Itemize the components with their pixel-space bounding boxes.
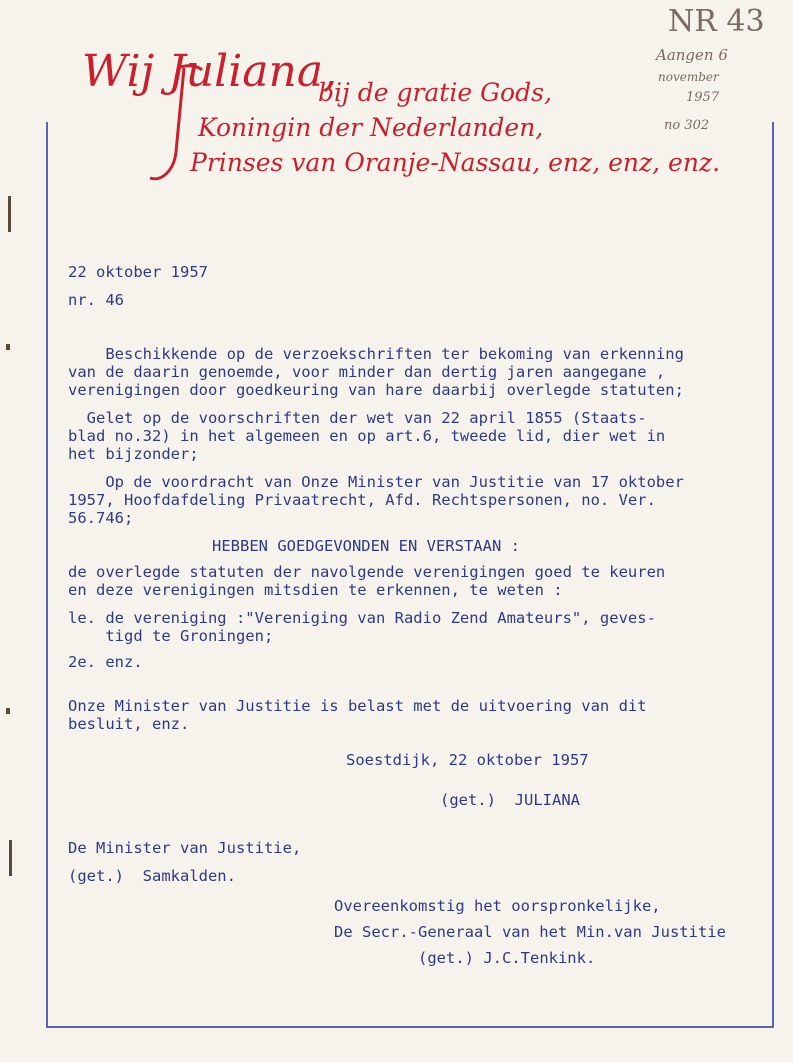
binder-mark: [8, 196, 11, 232]
decree-heading: HEBBEN GOEDGEVONDEN EN VERSTAAN :: [212, 537, 520, 555]
paragraph-line: blad no.32) in het algemeen en op art.6, tweede lid, dier wet in: [68, 427, 666, 445]
paragraph-line: en deze verenigingen mitsdien te erkennen, te weten :: [68, 581, 563, 599]
paragraph-line: de overlegde statuten der navolgende verenigingen goed te keuren: [68, 563, 666, 581]
minister-title: De Minister van Justitie,: [68, 839, 302, 857]
paragraph-line: besluit, enz.: [68, 715, 190, 733]
secretary-general-signature: (get.) J.C.Tenkink.: [418, 949, 596, 967]
paragraph-line: Beschikkende op de verzoekschriften ter bekoming van erkenning: [68, 345, 684, 363]
paragraph-line: Onze Minister van Justitie is belast met de uitvoering van dit: [68, 697, 647, 715]
decree-number: nr. 46: [68, 291, 124, 309]
royal-title-queen: Koningin der Nederlanden,: [198, 113, 544, 142]
paragraph-line: 56.746;: [68, 509, 134, 527]
list-item-line: 2e. enz.: [68, 653, 143, 671]
archive-note-4: no 302: [664, 118, 710, 133]
list-item-line: le. de vereniging :"Vereniging van Radio Zend Amateurs", geves-: [68, 609, 656, 627]
page-border-bottom: [46, 1026, 774, 1028]
archive-note-2: november: [658, 70, 719, 84]
paragraph-line: verenigingen door goedkeuring van hare daarbij overlegde statuten;: [68, 381, 684, 399]
royal-title-princess: Prinses van Oranje-Nassau, enz, enz, enz.: [190, 148, 721, 177]
page-border-left: [46, 122, 48, 1027]
place-date: Soestdijk, 22 oktober 1957: [346, 751, 589, 769]
archive-number: NR 43: [668, 4, 765, 39]
royal-title-name: Wij Juliana,: [82, 46, 338, 97]
archive-note-3: 1957: [686, 90, 720, 105]
decree-date: 22 oktober 1957: [68, 263, 208, 281]
archive-note-1: Aangen 6: [656, 46, 728, 64]
paragraph-line: het bijzonder;: [68, 445, 199, 463]
page-border-right: [772, 122, 774, 1027]
secretary-general-title: De Secr.-Generaal van het Min.van Justitie: [334, 923, 726, 941]
queen-signature: (get.) JULIANA: [440, 791, 580, 809]
minister-signature: (get.) Samkalden.: [68, 867, 236, 885]
paragraph-line: Op de voordracht van Onze Minister van Justitie van 17 oktober: [68, 473, 684, 491]
conformity-note: Overeenkomstig het oorspronkelijke,: [334, 897, 661, 915]
list-item-line: tigd te Groningen;: [68, 627, 274, 645]
paragraph-line: Gelet op de voorschriften der wet van 22 april 1855 (Staats-: [68, 409, 647, 427]
binder-mark: [6, 344, 10, 350]
royal-title-grace: bij de gratie Gods,: [318, 78, 552, 107]
binder-mark: [9, 840, 12, 876]
paragraph-line: 1957, Hoofdafdeling Privaatrecht, Afd. Rechtspersonen, no. Ver.: [68, 491, 656, 509]
paragraph-line: van de daarin genoemde, voor minder dan dertig jaren aangegane ,: [68, 363, 666, 381]
binder-mark: [6, 708, 10, 714]
